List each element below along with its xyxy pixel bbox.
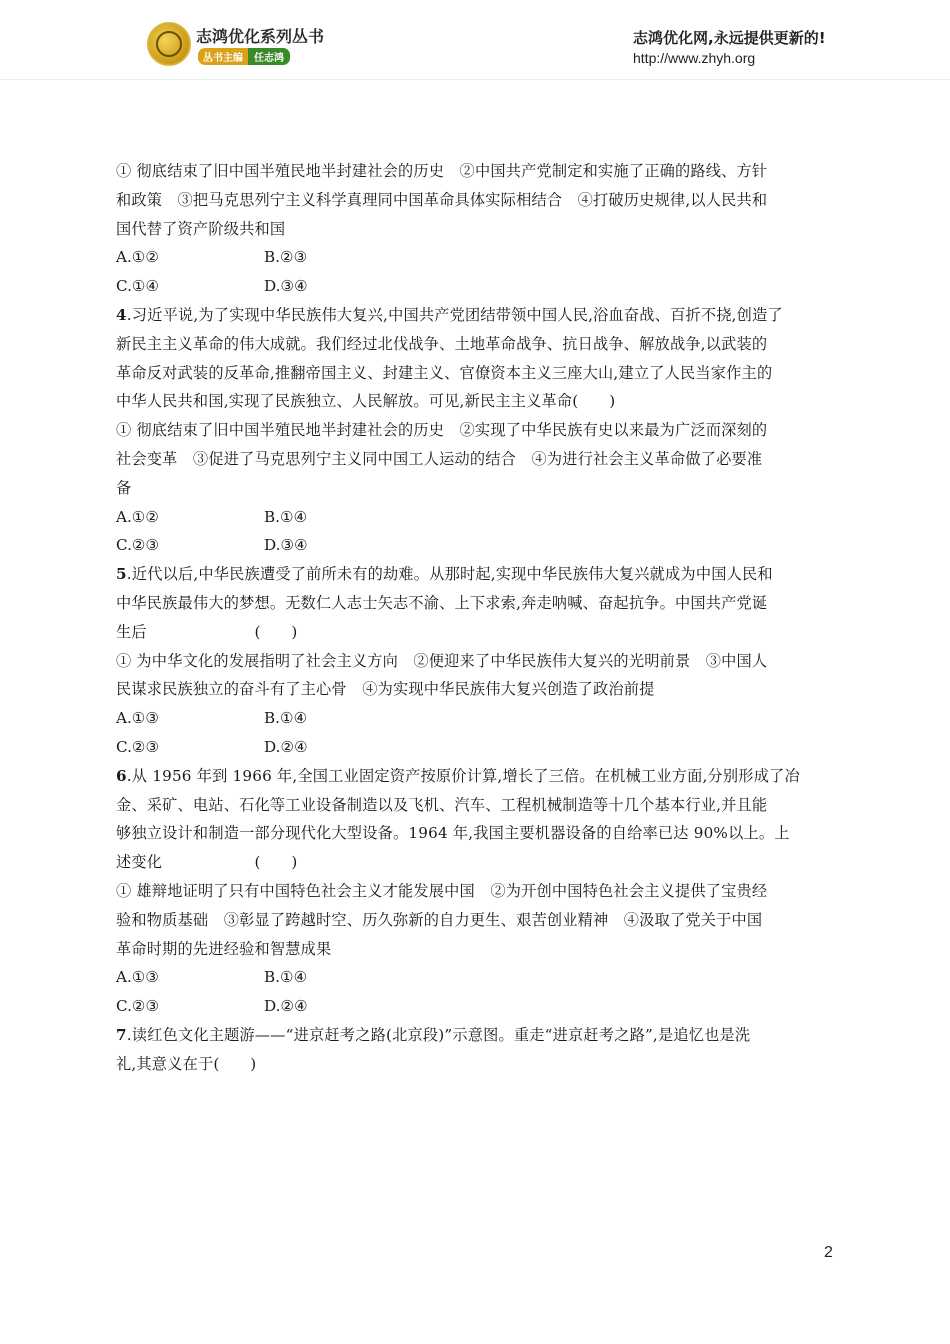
- text-line: 中华人民共和国,实现了民族独立、人民解放。可见,新民主主义革命( ): [116, 392, 616, 411]
- page-header: [0, 0, 950, 80]
- text-line: 备: [116, 478, 132, 497]
- option-row: [116, 963, 836, 992]
- option-row: [116, 531, 836, 560]
- option-d[interactable]: D.③④: [264, 277, 308, 296]
- text-line: 社会变革 ③促进了马克思列宁主义同中国工人运动的结合 ④为进行社会主义革命做了必要准: [116, 449, 763, 468]
- text-line: 礼,其意义在于( ): [116, 1054, 257, 1073]
- option-c[interactable]: C.①④: [116, 277, 160, 296]
- option-a[interactable]: A.①②: [116, 248, 160, 267]
- question-number: 6: [116, 766, 127, 785]
- text-line: 述变化 ( ): [116, 853, 298, 872]
- text-line: 和政策 ③把马克思列宁主义科学真理同中国革命具体实际相结合 ④打破历史规律,以人民共和: [116, 190, 768, 209]
- question-3-continued: [116, 157, 836, 301]
- option-a[interactable]: A.①②: [116, 507, 160, 526]
- option-b[interactable]: B.②③: [264, 248, 308, 267]
- question-4: [116, 301, 836, 560]
- option-b[interactable]: B.①④: [264, 709, 308, 728]
- text-line: ① 彻底结束了旧中国半殖民地半封建社会的历史 ②中国共产党制定和实施了正确的路线、方针: [116, 162, 768, 180]
- option-row: [116, 704, 836, 733]
- editor-label: 丛书主编: [198, 48, 248, 65]
- series-editor-badge: [198, 48, 290, 65]
- text-line: 中华民族最伟大的梦想。无数仁人志士矢志不渝、上下求索,奔走呐喊、奋起抗争。中国共产党诞: [116, 593, 768, 612]
- question-5: [116, 560, 836, 762]
- option-row: [116, 992, 836, 1021]
- document-body: [116, 157, 836, 1079]
- text-line: .习近平说,为了实现中华民族伟大复兴,中国共产党团结带领中国人民,浴血奋战、百折不挠,创造了: [126, 305, 783, 324]
- text-line: 民谋求民族独立的奋斗有了主心骨 ④为实现中华民族伟大复兴创造了政治前提: [116, 680, 655, 699]
- question-stem-line: [116, 560, 836, 589]
- option-row: [116, 503, 836, 532]
- text-line: 新民主主义革命的伟大成就。我们经过北伐战争、土地革命战争、抗日战争、解放战争,以武装的: [116, 334, 768, 353]
- option-c[interactable]: C.②③: [116, 536, 160, 555]
- question-number: 5: [116, 565, 127, 584]
- text-line: .近代以后,中华民族遭受了前所未有的劫难。从那时起,实现中华民族伟大复兴就成为中国人民和: [126, 565, 773, 584]
- site-slogan: 志鸿优化网,永远提供更新的!: [633, 29, 826, 47]
- option-c[interactable]: C.②③: [116, 737, 160, 756]
- text-line: 国代替了资产阶级共和国: [116, 219, 286, 238]
- series-logo: [147, 22, 191, 66]
- series-title: 志鸿优化系列丛书: [196, 27, 325, 46]
- text-line: 金、采矿、电站、石化等工业设备制造以及飞机、汽车、工程机械制造等十几个基本行业,并且能: [116, 795, 768, 814]
- option-row: [116, 733, 836, 762]
- question-stem-line: [116, 301, 836, 330]
- question-6: [116, 762, 836, 1021]
- option-d[interactable]: D.②④: [264, 737, 308, 756]
- option-a[interactable]: A.①③: [116, 709, 160, 728]
- option-d[interactable]: D.③④: [264, 536, 308, 555]
- option-b[interactable]: B.①④: [264, 507, 308, 526]
- site-url[interactable]: http://www.zhyh.org: [633, 50, 756, 66]
- question-stem-line: [116, 762, 836, 791]
- text-line: .从 1956 年到 1966 年,全国工业固定资产按原价计算,增长了三倍。在机械工业方面,分别形成了冶: [126, 766, 800, 785]
- question-number: 7: [116, 1025, 127, 1044]
- question-7: [116, 1021, 836, 1079]
- option-b[interactable]: B.①④: [264, 968, 308, 987]
- page-number: 2: [824, 1244, 833, 1261]
- text-line: ① 为中华文化的发展指明了社会主义方向 ②便迎来了中华民族伟大复兴的光明前景 ③中国人: [116, 651, 768, 670]
- text-line: 革命时期的先进经验和智慧成果: [116, 939, 332, 958]
- option-c[interactable]: C.②③: [116, 997, 160, 1016]
- text-line: ① 彻底结束了旧中国半殖民地半封建社会的历史 ②实现了中华民族有史以来最为广泛而深刻的: [116, 421, 768, 440]
- text-line: 够独立设计和制造一部分现代化大型设备。1964 年,我国主要机器设备的自给率已达 90%以上。上: [116, 824, 790, 843]
- text-line: .读红色文化主题游——“进京赶考之路(北京段)”示意图。重走“进京赶考之路”,是追忆也是洗: [126, 1025, 751, 1044]
- text-line: 验和物质基础 ③彰显了跨越时空、历久弥新的自力更生、艰苦创业精神 ④汲取了党关于中国: [116, 910, 763, 929]
- editor-name: 任志鸿: [248, 48, 290, 65]
- question-number: 4: [116, 305, 127, 324]
- question-stem-line: [116, 1021, 836, 1050]
- header-divider: [0, 79, 950, 80]
- text-line: 生后 ( ): [116, 622, 298, 641]
- text-line: ① 雄辩地证明了只有中国特色社会主义才能发展中国 ②为开创中国特色社会主义提供了宝贵经: [116, 881, 768, 900]
- option-row: [116, 243, 836, 272]
- text-line: 革命反对武装的反革命,推翻帝国主义、封建主义、官僚资本主义三座大山,建立了人民当家作主的: [116, 363, 773, 382]
- option-a[interactable]: A.①③: [116, 968, 160, 987]
- option-d[interactable]: D.②④: [264, 997, 308, 1016]
- option-row: [116, 272, 836, 301]
